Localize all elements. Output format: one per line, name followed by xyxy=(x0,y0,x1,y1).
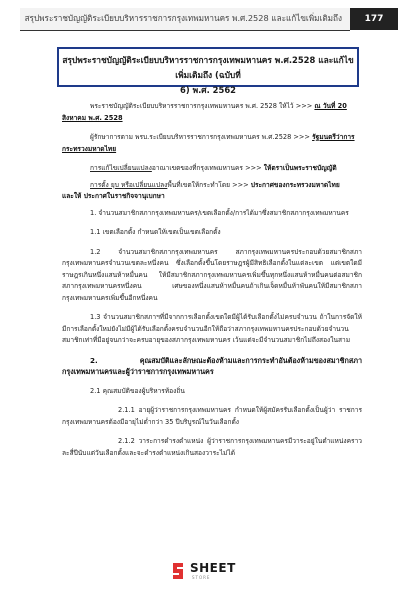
sheet-store-logo xyxy=(170,560,250,582)
sheet-logo-icon xyxy=(170,562,186,580)
change-text: อาณาเขตของที่กรุงเทพมหานคร >>> xyxy=(151,164,262,172)
intro-date-cont: สิงหาคม พ.ศ. 2528 xyxy=(62,113,123,122)
intro-text: พระราชบัญญัติระเบียบบริหารราชการกรุงเทพมหานคร พ.ศ. 2528 ให้ไว้ >>> xyxy=(90,102,313,110)
document-body xyxy=(62,101,362,459)
merge-value-cont: และให้ ประกาศในราชกิจจานุเบกษา xyxy=(62,192,165,200)
change-label: การแก้ไขเปลี่ยนแปลง xyxy=(90,164,152,172)
document-title-line-1: สรุปพระราชบัญญัติระเบียบบริหารราชการกรุงเทพมหานคร พ.ศ.2528 และแก้ไขเพิ่มเติมถึง (ฉบับที่ xyxy=(62,55,354,80)
section-1-3: 1.3 จำนวนสมาชิกสภาฯที่มีจากการเลือกตั้งเขตใดมีผู้ได้รับเลือกตั้งไม่ครบจำนวน ถ้าในการจัดให้มีการเลือกตั้งใหม่ยังไม่มีผู้ได้รับเลือกตั้งครบจำนวนอีกให้ถือว่าสภากรุงเทพมหานครประกอบด้วยจำนวนสมาชิกเท่าที่มีอยู่จนกว่าจะครบอายุของสภากรุงเทพมหานคร เว้นแต่จะมีจำนวนสมาชิกไม่ถึงสองในสาม xyxy=(62,313,362,344)
section-1-heading: 1. จำนวนสมาชิกสภากรุงเทพมหานคร/เขตเลือกตั้ง/การได้มาซึ่งสมาชิกสภากรุงเทพมหานคร xyxy=(90,208,349,217)
page-number: 177 xyxy=(350,8,398,30)
section-2-1-2: 2.1.2 วาระการดำรงตำแหน่ง ผู้ว่าราชการกรุงเทพมหานครมีวาระอยู่ในตำแหน่งคราวละสี่ปีนับแต่วันเลือกตั้งและจะดำรงตำแหน่งเกินสองวาระไม่ได้ xyxy=(62,437,362,457)
section-1-1: 1.1 เขตเลือกตั้ง กำหนดให้เขตเป็นเขตเลือกตั้ง xyxy=(90,228,221,236)
merge-text: พื้นที่เขตให้กระทำโดย >>> xyxy=(167,180,249,189)
signer-value: รัฐมนตรีว่าการ xyxy=(312,133,355,141)
intro-paragraph xyxy=(62,101,362,124)
page-header xyxy=(0,8,416,32)
section-2-1-1: 2.1.1 อายุผู้ว่าราชการกรุงเทพมหานคร กำหนดให้ผู้สมัครรับเลือกตั้งเป็นผู้ว่า ราชการกรุงเทพมหานครต้องมีอายุไม่ต่ำกว่า 35 ปีบริบูรณ์ในวันเลือกตั้ง xyxy=(62,406,362,426)
merge-label: การตั้ง ยุบ หรือเปลี่ยนแปลง xyxy=(90,180,168,189)
intro-date: ณ วันที่ 20 xyxy=(314,102,347,110)
section-2-1: 2.1 คุณสมบัติของผู้บริหารท้องถิ่น xyxy=(90,386,185,395)
logo-wordmark: SHEET xyxy=(190,561,236,575)
change-paragraph xyxy=(62,163,362,175)
document-title-line-2: 6) พ.ศ. 2562 xyxy=(180,85,236,95)
merge-paragraph xyxy=(62,180,362,203)
logo-subtext: STORE xyxy=(192,575,211,580)
section-2-heading: 2. คุณสมบัติและลักษณะต้องห้ามและการกระทำอันต้องห้ามของสมาชิกสภากรุงเทพมหานครและผู้ว่าราชการกรุงเทพมหานคร xyxy=(62,355,362,376)
header-title: สรุปพระราชบัญญัติระเบียบบริหารราชการกรุงเทพมหานคร พ.ศ.2528 และแก้ไขเพิ่มเติมถึง xyxy=(24,13,342,23)
section-1-2: 1.2 จำนวนสมาชิกสภากรุงเทพมหานคร สภากรุงเทพมหานครประกอบด้วยสมาชิกสภากรุงเทพมหานครจำนวนเขตละหนึ่งคน ซึ่งเลือกตั้งขึ้นโดยราษฎรผู้มีสิทธิเลือกตั้งในแต่ละเขต แต่เขตใดมีราษฎรเกินหนึ่งแสนห้าหมื่นคน ให้มีสมาชิกสภากรุงเทพมหานครเพิ่มขึ้นทุกหนึ่งแสนห้าหมื่นคนต่อสมาชิกสภากรุงเทพมหานครหนึ่งคน เศษของหนึ่งแสนห้าหมื่นคนถ้าเกินเจ็ดหมื่นห้าพันคนให้มีสมาชิกสภากรุงเทพมหานครเพิ่มขึ้นอีกหนึ่งคน xyxy=(62,247,362,302)
signer-value-cont: กระทรวงมหาดไทย xyxy=(62,144,117,153)
document-title-box xyxy=(57,47,359,95)
signer-label: ผู้รักษาการตาม พรบ.ระเบียบบริหารราชการกรุงเทพมหานคร พ.ศ.2528 >>> xyxy=(90,133,310,141)
merge-value: ประกาศของกระทรวงมหาดไทย xyxy=(250,180,340,189)
signer-paragraph xyxy=(62,132,362,155)
change-value: ให้ตราเป็นพระราชบัญญัติ xyxy=(263,164,337,172)
